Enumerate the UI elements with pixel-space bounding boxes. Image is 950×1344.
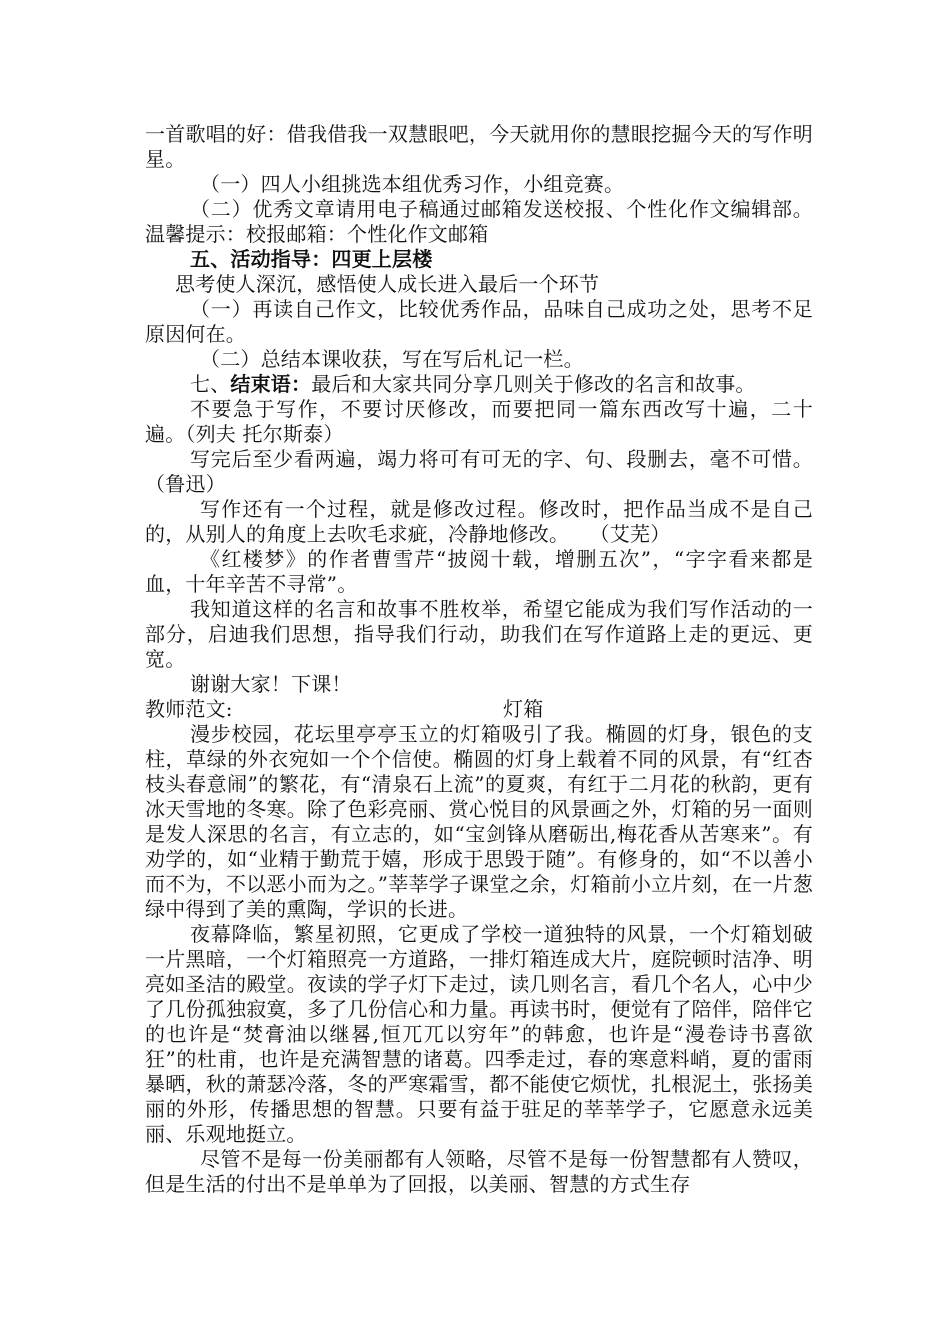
sample-essay-header (145, 697, 813, 722)
paragraph-summary: （二）总结本课收获，写在写后札记一栏。 (200, 347, 584, 371)
quote-tolstoy: 不要急于写作，不要讨厌修改，而要把同一篇东西改写十遍，二十遍。（列夫 托尔斯泰） (145, 397, 813, 446)
closing-label: 结束语： (230, 372, 312, 396)
section-heading-5: 五、活动指导：四更上层楼 (190, 247, 433, 271)
paragraph-step-2: （二）优秀文章请用电子稿通过邮箱发送校报、个性化作文编辑部。 温馨提示：校报邮箱：个性化作文邮箱 (145, 197, 813, 246)
paragraph-step-1: （一）四人小组挑选本组优秀习作，小组竞赛。 (200, 172, 625, 196)
story-caoxueqin: 《红楼梦》的作者曹雪芹“披阅十载，增删五次”，“字字看来都是血，十年辛苦不寻常”。 (145, 547, 813, 596)
paragraph-reread: （一）再读自己作文，比较优秀作品，品味自己成功之处，思考不足原因何在。 (145, 297, 813, 346)
section-number-7: 七、 (190, 372, 231, 396)
paragraph-closing-heading (145, 372, 813, 397)
essay-paragraph-2: 夜幕降临，繁星初照，它更成了学校一道独特的风景，一个灯箱划破一片黑暗，一个灯箱照亮一方道路，一排灯箱连成大片，庭院顿时洁净、明亮如圣洁的殿堂。夜读的学子灯下走过，读几则名言，看几个名人，心中少了几份孤独寂寞，多了几份信心和力量。再读书时，便觉有了陪伴，陪伴它的也许是“焚膏油以继晷,恒兀兀以穷年”的韩愈，也许是“漫卷诗书喜欲狂”的杜甫，也许是充满智慧的诸葛。四季走过，春的寒意料峭，夏的雷雨暴晒，秋的萧瑟冷落，冬的严寒霜雪，都不能使它烦忧，扎根泥土，张扬美丽的外形，传播思想的智慧。只要有益于驻足的莘莘学子，它愿意永远美丽、乐观地挺立。 (145, 922, 813, 1146)
paragraph-intro: 一首歌唱的好：借我借我一双慧眼吧，今天就用你的慧眼挖掘今天的写作明星。 (145, 122, 813, 171)
sample-essay-label: 教师范文: (145, 697, 233, 721)
paragraph-thanks: 谢谢大家！下课！ (190, 672, 352, 696)
quote-aiwu: 写作还有一个过程，就是修改过程。修改时，把作品当成不是自己的，从别人的角度上去吹毛求疵，冷静地修改。 （艾芜） (145, 497, 813, 546)
essay-paragraph-3: 尽管不是每一份美丽都有人领略，尽管不是每一份智慧都有人赞叹，但是生活的付出不是单单为了回报，以美丽、智慧的方式生存 (145, 1147, 813, 1196)
essay-paragraph-1: 漫步校园，花坛里亭亭玉立的灯箱吸引了我。椭圆的灯身，银色的支柱，草绿的外衣宛如一个个信使。椭圆的灯身上载着不同的风景，有“红杏枝头春意闹”的繁花，有“清泉石上流”的夏爽，有红于二月花的秋韵，更有冰天雪地的冬寒。除了色彩亮丽、赏心悦目的风景画之外，灯箱的另一面则是发人深思的名言，有立志的，如“宝剑锋从磨砺出,梅花香从苦寒来”。有劝学的，如“业精于勤荒于嬉，形成于思毁于随”。有修身的，如“不以善小而不为，不以恶小而为之。”莘莘学子课堂之余，灯箱前小立片刻，在一片葱绿中得到了美的熏陶，学识的长进。 (145, 722, 813, 921)
paragraph-reflection: 我知道这样的名言和故事不胜枚举，希望它能成为我们写作活动的一部分，启迪我们思想，指导我们行动，助我们在写作道路上走的更远、更宽。 (145, 597, 813, 671)
paragraph-transition: 思考使人深沉，感悟使人成长进入最后一个环节 (175, 272, 600, 296)
quote-luxun: 写完后至少看两遍，竭力将可有可无的字、句、段删去，毫不可惜。（鲁迅） (145, 447, 813, 496)
sample-essay-title: 灯箱 (503, 697, 544, 721)
closing-text: 最后和大家共同分享几则关于修改的名言和故事。 (311, 372, 756, 396)
document-page (145, 122, 813, 1197)
